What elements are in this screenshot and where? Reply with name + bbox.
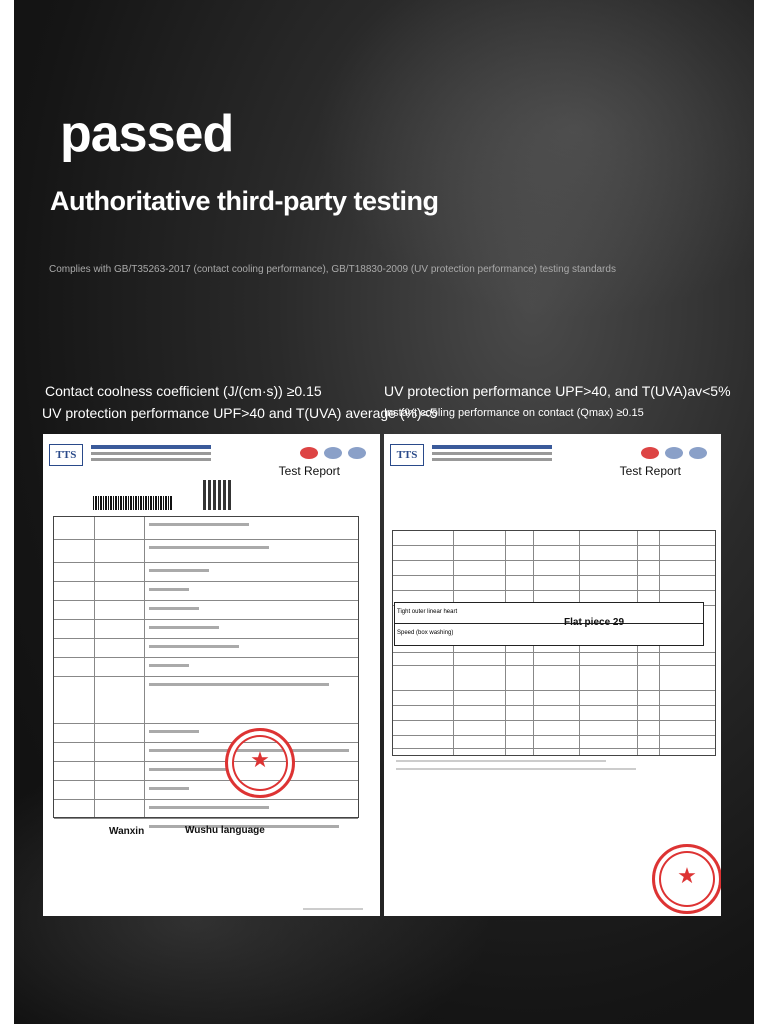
signature-label-2: Wushu language — [185, 825, 265, 836]
test-report-left — [43, 434, 380, 916]
barcode-icon — [93, 496, 173, 510]
tts-logo: TTS — [49, 444, 83, 466]
report-table — [53, 516, 359, 818]
result-row-cooling — [395, 624, 703, 644]
header-lines — [432, 442, 552, 464]
certification-logos — [294, 446, 374, 462]
caption-right-bottom: Instant cooling performance on contact (Qmax) ≥0.15 — [384, 407, 644, 419]
footer-note-line — [396, 760, 606, 762]
headline: passed — [60, 105, 234, 163]
official-stamp-icon: ★ — [652, 844, 721, 914]
subheadline: Authoritative third-party testing — [50, 186, 439, 216]
official-stamp-icon: ★ — [225, 728, 295, 798]
test-report-right — [384, 434, 721, 916]
report-title: Test Report — [278, 464, 340, 478]
signature-label-1: Wanxin — [109, 826, 145, 837]
header-lines — [91, 442, 211, 464]
page — [14, 0, 754, 1024]
test-item-label: Speed (box washing) — [397, 630, 454, 636]
standards-text: Complies with GB/T35263-2017 (contact cooling performance), GB/T18830-2009 (UV protection performance) testing standards — [49, 264, 616, 275]
test-item-label: Tight outer linear heart — [397, 609, 458, 615]
qr-code-icon — [203, 480, 233, 510]
footer-note-line — [396, 768, 636, 770]
caption-left-bottom: UV protection performance UPF>40 and T(UVA) average (%)<5 — [42, 405, 438, 421]
highlighted-results — [394, 602, 704, 646]
report-title: Test Report — [619, 464, 681, 478]
caption-right-top: UV protection performance UPF>40, and T(UVA)av<5% — [384, 383, 731, 399]
footer-line — [303, 908, 363, 910]
certification-logos — [635, 446, 715, 462]
tts-logo: TTS — [390, 444, 424, 466]
result-row-uv — [395, 603, 703, 624]
flat-piece-label: Flat piece 29 — [564, 617, 625, 628]
caption-left-top: Contact coolness coefficient (J/(cm·s)) ≥0.15 — [45, 383, 322, 399]
